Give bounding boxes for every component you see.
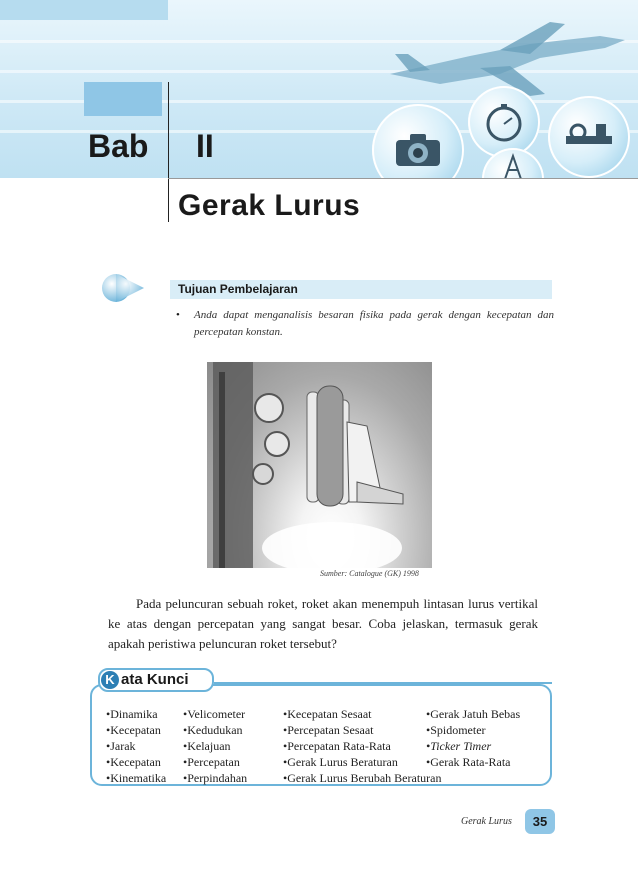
keyword-item: •Dinamika	[106, 707, 158, 721]
chapter-label-block	[84, 82, 162, 116]
keyword-item: •Percepatan Sesaat	[283, 723, 374, 737]
keyword-item: •Kecepatan	[106, 755, 161, 769]
keyword-item: •Gerak Rata-Rata	[426, 755, 511, 769]
header-horizontal-rule	[168, 178, 638, 179]
keyword-item: •Kelajuan	[183, 739, 231, 753]
keyword-item: •Gerak Lurus Berubah Beraturan	[283, 771, 442, 785]
running-footer-title: Gerak Lurus	[461, 816, 512, 827]
intro-paragraph-text: Pada peluncuran sebuah roket, roket akan menempuh lintasan lurus vertikal ke atas dengan percepatan yang sangat besar. Coba jelaskan, termasuk gerak apakah peristiwa peluncuran roket tersebut?	[108, 596, 538, 651]
keyword-item: •Velicometer	[183, 707, 246, 721]
keywords-title: ata Kunci	[121, 671, 189, 688]
keyword-item: •Kedudukan	[183, 723, 243, 737]
keyword-item: •Gerak Jatuh Bebas	[426, 707, 521, 721]
keywords-column-1	[106, 706, 166, 786]
keyword-item: •Kecepatan Sesaat	[283, 707, 372, 721]
keyword-item: •Ticker Timer	[426, 739, 492, 753]
chapter-number: II	[196, 128, 214, 164]
keyword-item: •Gerak Lurus Beraturan	[283, 755, 398, 769]
chapter-title: Gerak Lurus	[178, 189, 361, 222]
measuring-apparatus-icon	[548, 96, 630, 178]
keyword-item: •Perpindahan	[183, 771, 248, 785]
tower-icon	[482, 148, 544, 178]
keyword-item: •Kinematika	[106, 771, 167, 785]
keyword-item: •Percepatan Rata-Rata	[283, 739, 391, 753]
bullet-icon: •	[176, 309, 180, 321]
figure-caption: Sumber: Catalogue (GK) 1998	[320, 569, 419, 578]
keywords-column-4	[426, 706, 520, 770]
keywords-top-rule	[214, 682, 552, 684]
objective-item: Anda dapat menganalisis besaran fisika pada gerak dengan kecepatan dan percepatan konstan.	[194, 309, 554, 338]
space-shuttle-launch-photo	[207, 362, 432, 568]
intro-paragraph	[108, 594, 538, 654]
keywords-column-2	[183, 706, 247, 786]
header-accent-block	[0, 0, 168, 20]
keywords-initial-badge: K	[101, 671, 119, 689]
camera-icon	[372, 104, 464, 178]
keyword-item: •Jarak	[106, 739, 136, 753]
keyword-item: •Spidometer	[426, 723, 486, 737]
header-vertical-rule	[168, 82, 169, 222]
chapter-label: Bab	[88, 128, 149, 164]
keywords-column-3	[283, 706, 441, 786]
objective-arrow-icon	[98, 272, 148, 304]
objectives-title: Tujuan Pembelajaran	[178, 282, 298, 296]
page-number: 35	[525, 809, 555, 834]
keyword-item: •Kecepatan	[106, 723, 161, 737]
keyword-item: •Percepatan	[183, 755, 240, 769]
